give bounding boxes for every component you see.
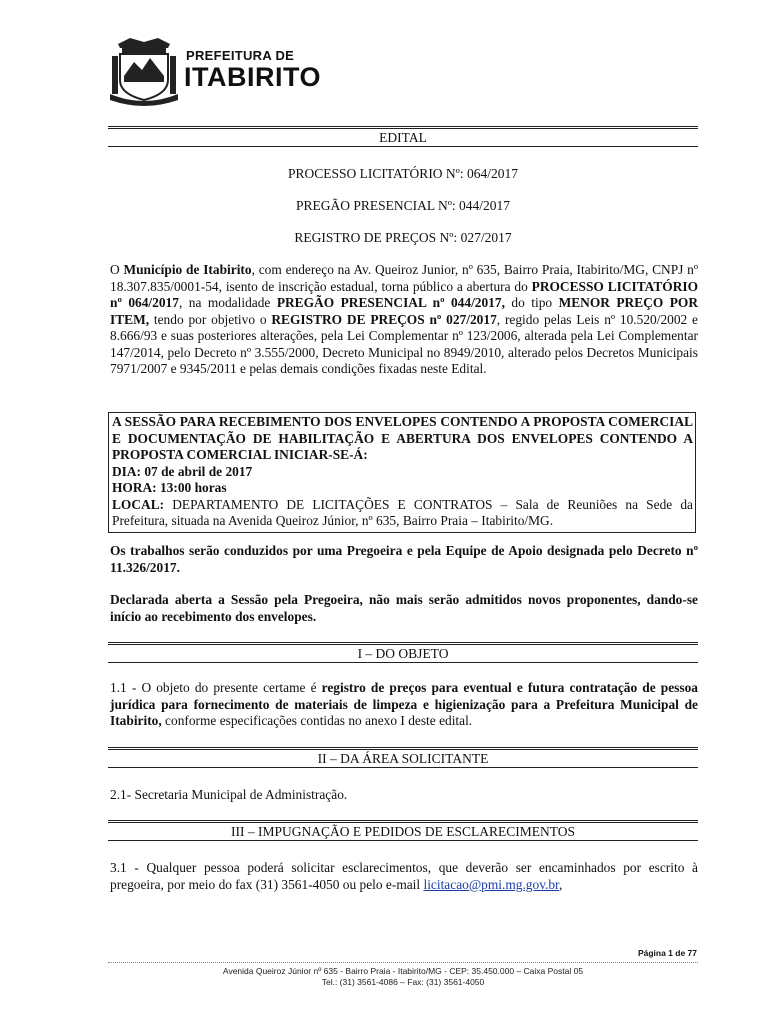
trabalhos-paragraph: Os trabalhos serão conduzidos por uma Pregoeira e pela Equipe de Apoio designada pelo Decreto nº 11.326/2017. [110, 543, 698, 575]
section-1-bar [108, 642, 698, 663]
intro-bold: MENOR PREÇO POR ITEM, [110, 295, 698, 327]
section-3-bar [108, 820, 698, 841]
intro-bold: Município de Itabirito [123, 262, 252, 277]
coat-of-arms-icon [108, 36, 180, 106]
intro-text: do tipo [504, 295, 559, 310]
edital-title-bar [108, 126, 698, 147]
section-1-bold: registro de preços para eventual e futura contratação de pessoa jurídica para fornecimento de materiais de limpeza e higienização para a Prefeitura Municipal de Itabirito, [110, 680, 698, 728]
section-1-paragraph [110, 680, 698, 730]
contact-email-link[interactable]: licitacao@pmi.mg.gov.br [423, 876, 559, 892]
intro-text: , com endereço na Av. Queiroz Junior, nº 635, Bairro Praia, Itabirito/MG, CNPJ nº 18.307.835/0001-54, isento de inscrição estadual, torna público a abertura do [110, 262, 698, 294]
section-1-title: I – DO OBJETO [357, 646, 449, 661]
session-info-box [108, 412, 696, 533]
intro-text: , na modalidade [178, 295, 277, 310]
section-2-title: II – DA ÁREA SOLICITANTE [317, 751, 489, 766]
declarada-paragraph: Declarada aberta a Sessão pela Pregoeira, não mais serão admitidos novos proponentes, dando-se início ao recebimento dos envelopes. [110, 592, 698, 624]
footer-divider [108, 962, 698, 963]
logo-text-prefeitura: PREFEITURA DE [186, 48, 295, 63]
logo-text-city: ITABIRITO [184, 62, 321, 92]
section-3-text: 3.1 - Qualquer pessoa poderá solicitar esclarecimentos, que deverão ser encaminhados por escrito à pregoeira, por meio do fax (31) 3561-4050 ou pelo e-mail [110, 860, 698, 892]
prefeitura-logo [108, 36, 321, 108]
intro-paragraph [110, 262, 698, 378]
intro-bold: PREGÃO PRESENCIAL nº 044/2017, [276, 295, 505, 310]
intro-bold: REGISTRO DE PREÇOS nº 027/2017 [271, 311, 497, 327]
process-number: PROCESSO LICITATÓRIO Nº: 064/2017 [288, 166, 518, 181]
pregao-number: PREGÃO PRESENCIAL Nº: 044/2017 [295, 198, 511, 213]
section-1-text: 1.1 - O objeto do presente certame é [110, 680, 322, 695]
section-3-title: III – IMPUGNAÇÃO E PEDIDOS DE ESCLARECIMENTOS [230, 824, 575, 839]
session-time: HORA: 13:00 horas [112, 480, 227, 495]
section-1-text: conforme especificações contidas no anexo I deste edital. [161, 713, 473, 728]
registro-number: REGISTRO DE PREÇOS Nº: 027/2017 [294, 230, 512, 245]
intro-text: O [110, 262, 124, 277]
session-local [112, 497, 693, 530]
intro-text: , regido pelas Leis nº 10.520/2002 e 8.666/93 e suas posteriores alterações, pela Lei Complementar nº 123/2006, alterada pela Lei Complementar 147/2014, pelo Decreto nº 3.555/2000, Decreto Municipal no 8949/2010, alterado pelos Decretos Municipais 7971/2007 e 9345/2011 e pelas demais condições fixadas neste Edital. [110, 311, 698, 376]
session-local-text: DEPARTAMENTO DE LICITAÇÕES E CONTRATOS – Sala de Reuniões na Sede da Prefeitura, situada na Avenida Queiroz Júnior, nº 635, Bairro Praia – Itabirito/MG. [112, 496, 693, 528]
footer-phones: Tel.: (31) 3561-4086 – Fax: (31) 3561-4050 [321, 977, 485, 987]
intro-text: tendo por objetivo o [149, 311, 272, 327]
section-3-paragraph [110, 860, 698, 893]
footer-address-block [108, 966, 698, 988]
session-date: DIA: 07 de abril de 2017 [112, 463, 253, 479]
session-heading: A SESSÃO PARA RECEBIMENTO DOS ENVELOPES CONTENDO A PROPOSTA COMERCIAL E DOCUMENTAÇÃO DE HABILITAÇÃO E ABERTURA DOS ENVELOPES CONTENDO A PROPOSTA COMERCIAL INICIAR-SE-Á: [112, 414, 693, 462]
edital-title: EDITAL [379, 130, 427, 145]
section-2-paragraph: 2.1- Secretaria Municipal de Administração. [110, 787, 348, 802]
section-2-bar [108, 747, 698, 768]
intro-bold: PROCESSO LICITATÓRIO nº 064/2017 [110, 278, 698, 310]
footer-address: Avenida Queiroz Júnior nº 635 - Bairro Praia - Itabirito/MG - CEP: 35.450.000 – Caixa Postal 05 [222, 966, 584, 976]
session-local-label: LOCAL: [112, 496, 165, 512]
page-number: Página 1 de 77 [637, 948, 697, 958]
section-3-text: , [559, 876, 563, 892]
